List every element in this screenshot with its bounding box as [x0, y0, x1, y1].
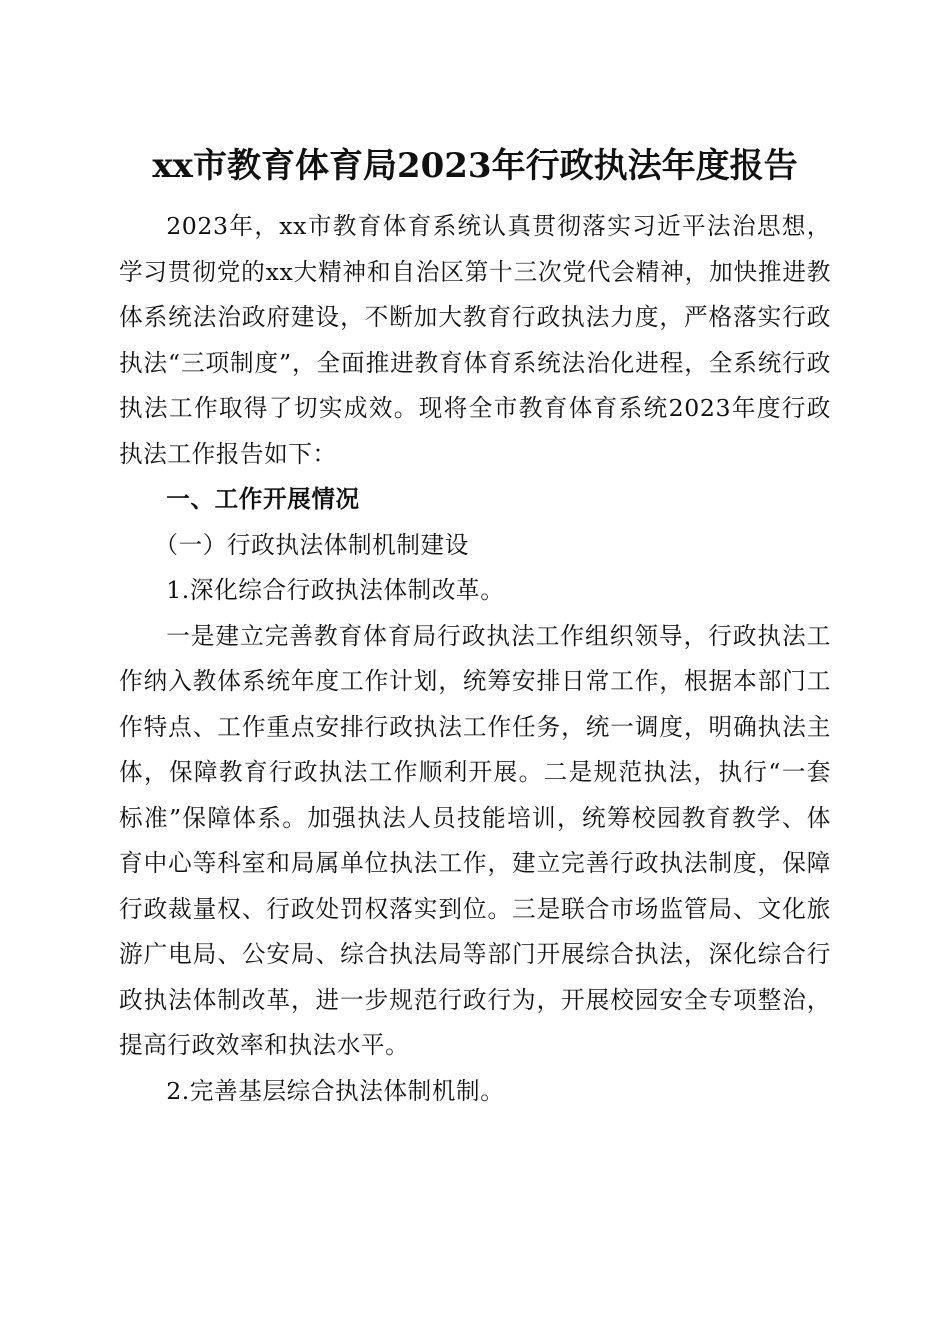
- subsection-heading: （一）行政执法体制机制建设: [154, 530, 469, 559]
- document-title: xx市教育体育局2023年行政执法年度报告: [152, 146, 798, 186]
- item-body-paragraph: 一是建立完善教育体育局行政执法工作组织领导，行政执法工作纳入教体系统年度工作计划，统筹安排日常工作，根据本部门工作特点、工作重点安排行政执法工作任务，统一调度，明确执法主体，保障教育行政执法工作顺利开展。二是规范执法，执行“一套标准”保障体系。加强执法人员技能培训，统筹校园教育教学、体育中心等科室和局属单位执法工作，建立完善行政执法制度，保障行政裁量权、行政处罚权落实到位。三是联合市场监管局、文化旅游广电局、公安局、综合执法局等部门开展综合执法，深化综合行政执法体制改革，进一步规范行政行为，开展校园安全专项整治，提高行政效率和执法水平。: [119, 621, 831, 1059]
- document-body: [119, 204, 831, 1114]
- item-heading: 1.深化综合行政执法体制改革。: [166, 576, 505, 604]
- intro-paragraph: 2023年，xx市教育体育系统认真贯彻落实习近平法治思想，学习贯彻党的xx大精神和自治区第十三次党代会精神，加快推进教体系统法治政府建设，不断加大教育行政执法力度，严格落实行政执法“三项制度”，全面推进教育体育系统法治化进程，全系统行政执法工作取得了切实成效。现将全市教育体育系统2023年度行政执法工作报告如下：: [119, 212, 831, 468]
- section-heading: 一、工作开展情况: [166, 485, 360, 513]
- item-heading-2: 2.完善基层综合执法体制机制。: [166, 1076, 505, 1105]
